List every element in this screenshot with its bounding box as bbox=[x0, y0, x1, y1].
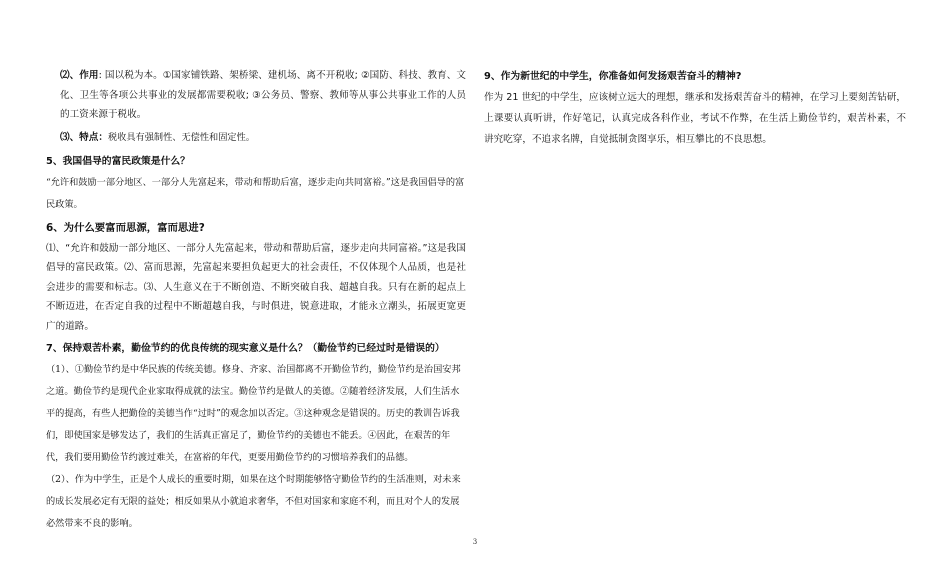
tax-feature-text: 税收具有强制性、无偿性和固定性。 bbox=[107, 131, 255, 143]
tax-role-text: : 国以税为本。①国家铺铁路、架桥梁、建机场、离不开税收; ②国防、科技、教育、文化、卫生等各项公共事业的发展都需要税收; ③公务员、警察、教师等从事公共事业工作的人员的工资来源于税收。 bbox=[60, 70, 467, 120]
answer-6: ⑴、“允许和鼓励一部分地区、一部分人先富起来，带动和帮助后富，逐步走向共同富裕。”这是我国倡导的富民政策。⑵、富而思源，先富起来要担负起更大的社会责任，不仅体现个人品质，也是社会进步的需要和标志。⑶、人生意义在于不断创造、不断突破自我、超越自我。只有在新的起点上不断迈进，在否定自我的过程中不断超越自我，与时俱进，锐意进取，才能永立潮头，拓展更宽更广的道路。 bbox=[46, 242, 466, 332]
question-6: 6、为什么要富而思源，富而思进? bbox=[46, 221, 205, 234]
tax-feature-paragraph bbox=[46, 127, 466, 149]
tax-feature-label: ⑶、特点： bbox=[60, 131, 108, 143]
question-7: 7、保持艰苦朴素，勤俭节约的优良传统的现实意义是什么？（勤俭节约已经过时是错误的） bbox=[46, 343, 445, 354]
left-column bbox=[46, 66, 466, 535]
answer-7-part-2: （2）、作为中学生，正是个人成长的重要时期，如果在这个时期能够恪守勤俭节约的生活准则，对未来的成长发展必定有无限的益处；相反如果从小就追求奢华，不但对国家和家庭不利，而且对个人的发展必然带来不良的影响。 bbox=[46, 474, 461, 529]
tax-role-label: ⑵、作用 bbox=[60, 70, 99, 81]
answer-9: 作为 21 世纪的中学生，应该树立远大的理想，继承和发扬艰苦奋斗的精神，在学习上要刻苦钻研，上课要认真听讲，作好笔记，认真完成各科作业，考试不作弊，在生活上勤俭节约，艰苦朴素，不讲究吃穿，不追求名牌，自觉抵制贪图享乐，相互攀比的不良思想。 bbox=[484, 92, 906, 145]
right-column bbox=[484, 66, 906, 150]
question-9: 9、作为新世纪的中学生，你准备如何发扬艰苦奋斗的精神? bbox=[484, 71, 742, 82]
question-5: 5、我国倡导的富民政策是什么？ bbox=[46, 155, 190, 167]
tax-role-paragraph bbox=[46, 66, 466, 125]
answer-7-part-1: （1）、①勤俭节约是中华民族的传统美德。修身、齐家、治国都离不开勤俭节约，勤俭节约是治国安邦之道。勤俭节约是现代企业家取得成就的法宝。勤俭节约是做人的美德。②随着经济发展，人们生活水平的提高，有些人把勤俭的美德当作“过时”的观念加以否定。③这种观念是错误的。历史的教训告诉我们，即使国家是够发达了，我们的生活真正富足了，勤俭节约的美德也不能丢。④因此，在艰苦的年代，我们要用勤俭节约渡过难关，在富裕的年代，更要用勤俭节约的习惯培养我们的品德。 bbox=[46, 364, 461, 463]
page-number: 3 bbox=[472, 538, 478, 546]
answer-5: “允许和鼓励一部分地区、一部分人先富起来，带动和帮助后富，逐步走向共同富裕。”这是我国倡导的富民政策。 bbox=[46, 176, 465, 210]
